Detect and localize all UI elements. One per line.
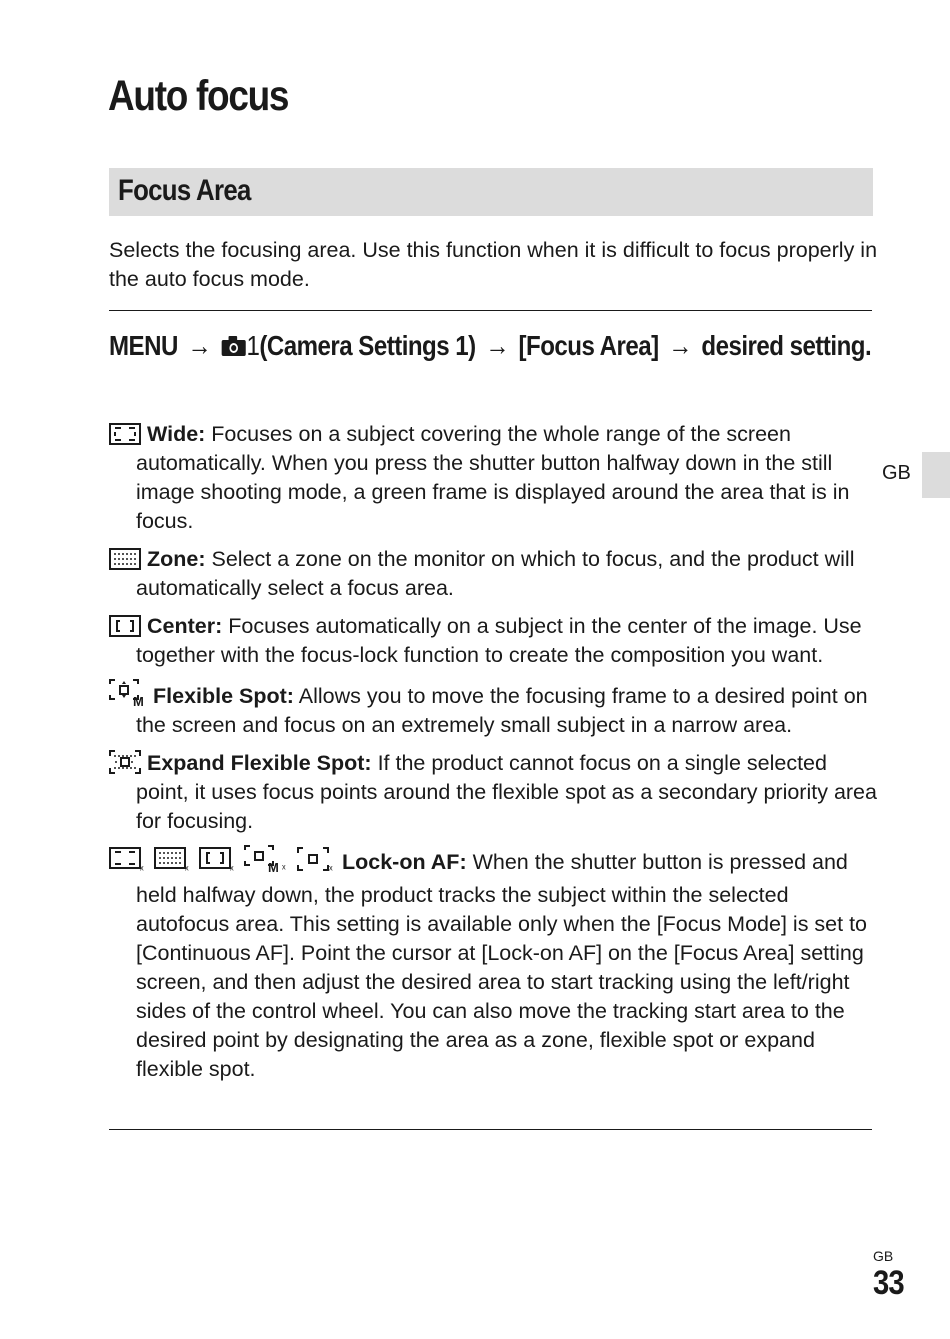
list-item xyxy=(109,545,879,603)
focus-area-label: [Focus Area] xyxy=(518,330,659,361)
svg-text:ˣ: ˣ xyxy=(282,863,286,873)
option-desc: Focuses automatically on a subject in the center of the image. Use together with the focus-lock function to create the composition you want. xyxy=(136,614,862,667)
camera-settings-number: 1 xyxy=(246,330,260,361)
menu-path xyxy=(109,328,883,364)
arrow-icon: → xyxy=(668,330,692,361)
svg-text:ˣ: ˣ xyxy=(329,864,333,873)
svg-text:ˣ: ˣ xyxy=(230,864,234,873)
option-desc: Focuses on a subject covering the whole range of the screen automatically. When you press the shutter button halfway down in the still image shooting mode, a green frame is displayed around the area that is in focus. xyxy=(136,422,850,533)
zone-icon xyxy=(109,548,141,570)
expand-flexible-spot-icon xyxy=(109,750,141,774)
option-desc: Allows you to move the focusing frame to a desired point on the screen and focus on an extremely small subject in a narrow area. xyxy=(136,684,868,737)
lock-on-flexible-spot-icon xyxy=(244,845,294,881)
option-desc: When the shutter button is pressed and held halfway down, the product tracks the subject within the selected autofocus area. This setting is available only when the [Focus Mode] is set to [Continuous AF]. Point the cursor at [Lock-on AF] on the [Focus Area] setting screen, and then adjust the desired area to start tracking using the left/right sides of the control wheel. You can also move the tracking start area to the desired point by designating the area as a zone, flexible spot or expand flexible spot. xyxy=(136,850,867,1081)
footer-language: GB xyxy=(873,1248,894,1264)
section-header-bar xyxy=(109,168,873,216)
option-term: Center: xyxy=(147,614,223,638)
lock-on-expand-flexible-spot-icon xyxy=(297,847,339,881)
list-item xyxy=(109,845,879,1084)
center-icon xyxy=(109,615,141,637)
menu-label: MENU xyxy=(109,330,178,361)
page-title: Auto focus xyxy=(108,72,289,120)
list-item xyxy=(109,420,879,536)
svg-text:ˣ: ˣ xyxy=(140,864,144,873)
flexible-spot-icon xyxy=(109,679,147,707)
list-item xyxy=(109,749,879,836)
side-tab-marker xyxy=(922,452,950,498)
focus-area-options xyxy=(109,420,879,1093)
side-tab-label: GB xyxy=(882,462,911,484)
lock-on-center-icon xyxy=(199,847,241,881)
svg-text:ˣ: ˣ xyxy=(185,864,189,873)
option-desc: Select a zone on the monitor on which to focus, and the product will automatically select a focus area. xyxy=(136,547,855,600)
list-item xyxy=(109,612,879,670)
wide-icon xyxy=(109,423,141,445)
camera-icon xyxy=(221,335,247,357)
page-number: 33 xyxy=(873,1264,904,1302)
option-term: Expand Flexible Spot: xyxy=(147,751,372,775)
arrow-icon: → xyxy=(187,330,212,361)
option-term: Lock-on AF: xyxy=(342,850,467,874)
svg-text:M: M xyxy=(268,860,279,873)
divider-top xyxy=(109,310,872,311)
option-term: Wide: xyxy=(147,422,206,446)
arrow-icon: → xyxy=(485,330,509,361)
divider-bottom xyxy=(109,1129,872,1130)
intro-text: Selects the focusing area. Use this function when it is difficult to focus properly in the auto focus mode. xyxy=(109,238,878,291)
list-item xyxy=(109,679,879,740)
option-term: Flexible Spot: xyxy=(153,684,294,708)
lock-on-wide-icon xyxy=(109,847,151,881)
camera-settings-label: (Camera Settings 1) xyxy=(259,330,476,361)
desired-setting-label: desired setting. xyxy=(701,330,872,361)
option-term: Zone: xyxy=(147,547,206,571)
lock-on-zone-icon xyxy=(154,847,196,881)
option-desc: If the product cannot focus on a single selected point, it uses focus points around the flexible spot as a secondary priority area for focusing. xyxy=(136,751,877,833)
section-title: Focus Area xyxy=(118,174,251,207)
svg-text:M: M xyxy=(133,694,144,707)
